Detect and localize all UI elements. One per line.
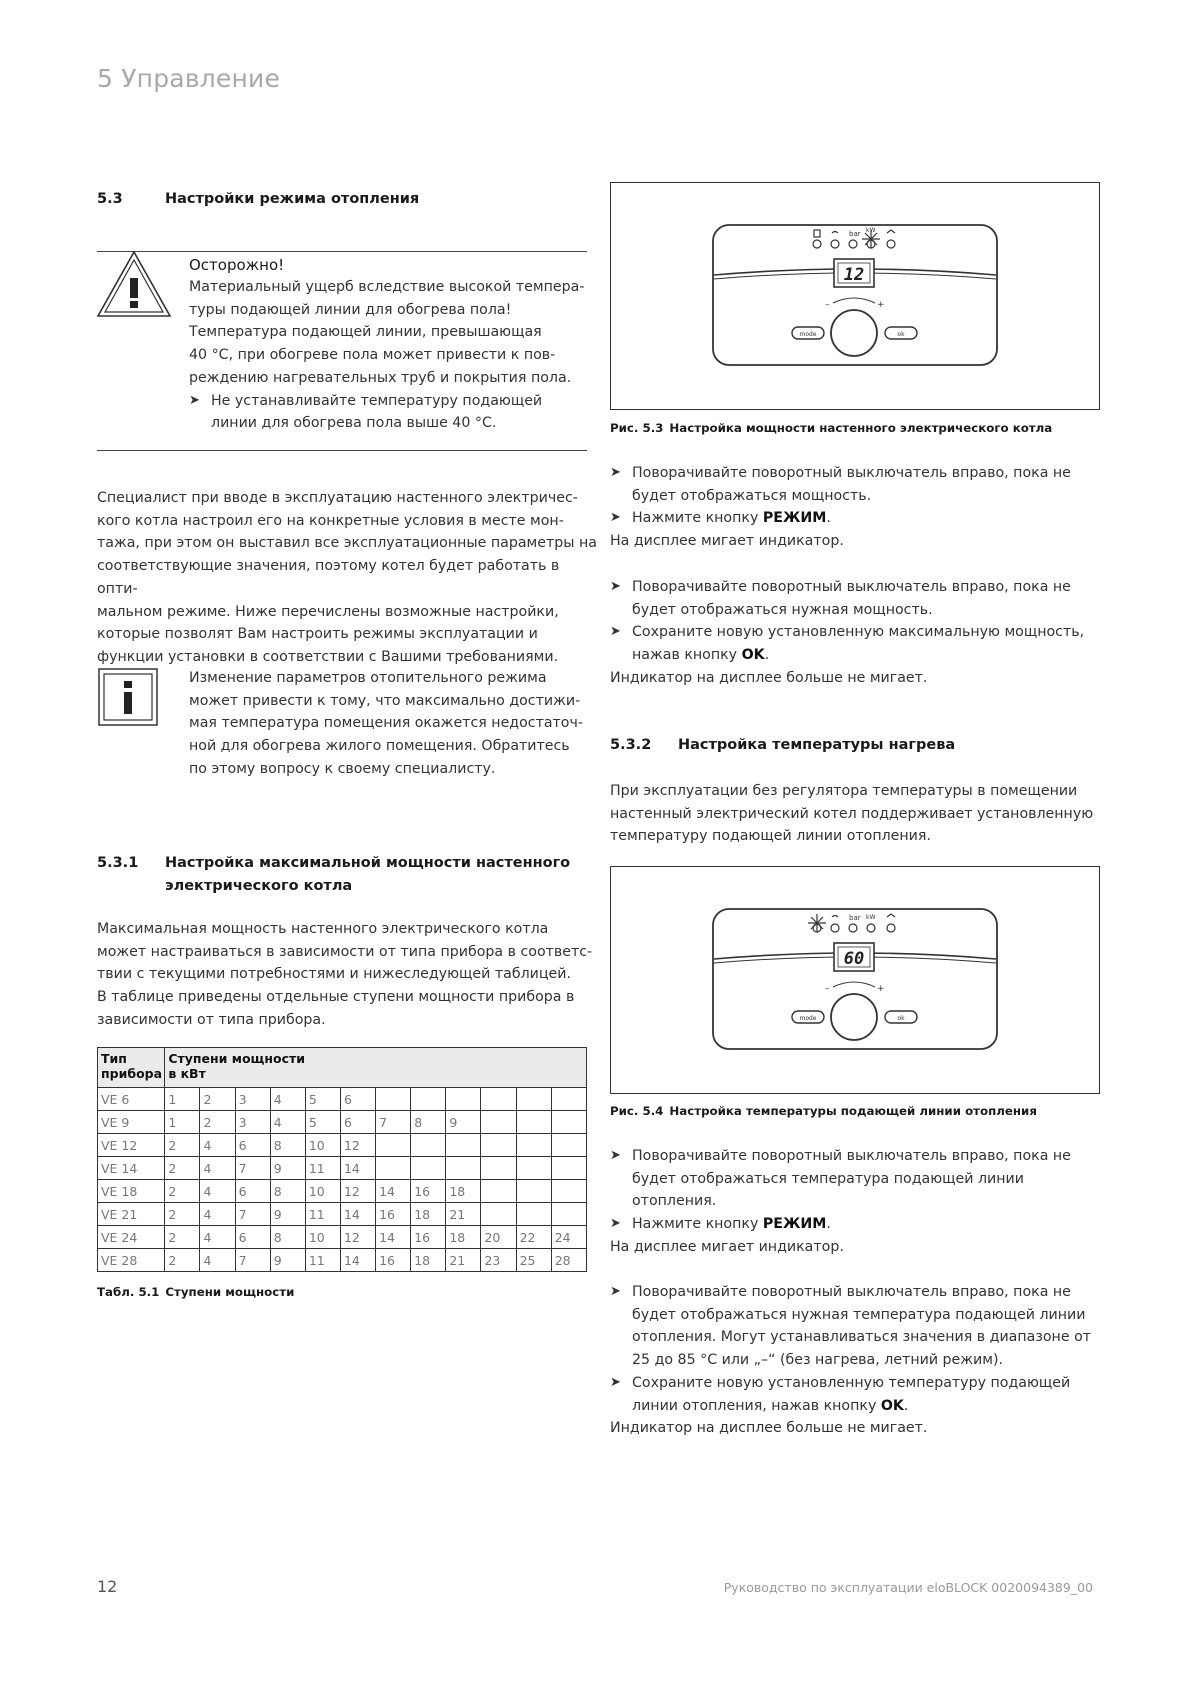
plus-sign: + bbox=[877, 300, 885, 310]
section-title: Настройки режима отопления bbox=[165, 191, 420, 207]
table-caption bbox=[97, 1285, 294, 1299]
caption-text: Настройка мощности настенного электрического котла bbox=[669, 421, 1053, 435]
table-cell-step: 2 bbox=[165, 1134, 200, 1157]
arrow-icon: ➤ bbox=[610, 1216, 621, 1232]
table-cell-step bbox=[516, 1180, 551, 1203]
table-cell-step: 8 bbox=[270, 1226, 305, 1249]
table-cell-step bbox=[551, 1157, 586, 1180]
table-cell-step: 14 bbox=[376, 1226, 411, 1249]
lcd-value: 12 bbox=[843, 265, 865, 285]
table-cell-step: 2 bbox=[200, 1088, 235, 1111]
text-line: функции установки в соответствии с Вашими требованиями. bbox=[97, 648, 559, 665]
table-cell-step bbox=[551, 1180, 586, 1203]
table-cell-step bbox=[446, 1088, 481, 1111]
section-title: Настройка температуры нагрева bbox=[678, 737, 956, 753]
text-line: по этому вопросу к своему специалисту. bbox=[189, 760, 496, 777]
table-header-row bbox=[98, 1048, 587, 1088]
table-cell-step: 7 bbox=[376, 1111, 411, 1134]
control-panel-illustration bbox=[611, 867, 1099, 1093]
caption-label: Табл. 5.1 bbox=[97, 1285, 160, 1299]
result-note: На дисплее мигает индикатор. bbox=[610, 1238, 844, 1255]
table-cell-step: 4 bbox=[200, 1226, 235, 1249]
table-cell-step bbox=[516, 1111, 551, 1134]
caption-label: Рис. 5.3 bbox=[610, 421, 664, 435]
text-line: Максимальная мощность настенного электрического котла bbox=[97, 921, 549, 937]
table-cell-step: 20 bbox=[481, 1226, 516, 1249]
text-line: настенный электрический котел поддерживает установленную bbox=[610, 805, 1094, 822]
table-row bbox=[98, 1203, 587, 1226]
steps-temp-2 bbox=[610, 1281, 1100, 1440]
text-line: соответствующие значения, поэтому котел будет работать в опти- bbox=[97, 558, 560, 597]
kw-label: kW bbox=[866, 914, 876, 921]
table-cell-step: 6 bbox=[235, 1134, 270, 1157]
figure-5-3 bbox=[610, 182, 1100, 410]
table-cell-step bbox=[376, 1088, 411, 1111]
table-cell-model: VE 18 bbox=[98, 1180, 165, 1203]
bar-label: bar bbox=[849, 230, 861, 238]
warning-line: реждению нагревательных труб и покрытия пола. bbox=[189, 369, 572, 386]
ok-key-label: OK bbox=[741, 647, 765, 664]
figure-5-3-caption bbox=[610, 421, 1052, 435]
text-line: мая температура помещения окажется недостаточ- bbox=[189, 715, 583, 732]
text-line: Изменение параметров отопительного режима bbox=[189, 670, 547, 686]
text-line: мальном режиме. Ниже перечислены возможные настройки, bbox=[97, 603, 559, 620]
steps-power-1 bbox=[610, 462, 1100, 553]
table-row bbox=[98, 1134, 587, 1157]
table-cell-step: 18 bbox=[446, 1226, 481, 1249]
table-cell-model: VE 9 bbox=[98, 1111, 165, 1134]
text-line: которые позволят Вам настроить режимы эксплуатации и bbox=[97, 626, 538, 643]
table-cell-step bbox=[376, 1157, 411, 1180]
text-line: может привести к тому, что максимально достижи- bbox=[189, 692, 581, 709]
minus-sign: – bbox=[825, 300, 830, 310]
table-cell-step: 18 bbox=[411, 1203, 446, 1226]
table-cell-step: 9 bbox=[270, 1249, 305, 1272]
arrow-icon: ➤ bbox=[610, 1148, 621, 1163]
text-line: Специалист при вводе в эксплуатацию настенного электричес- bbox=[97, 490, 578, 506]
section-heading-5-3-2 bbox=[610, 737, 955, 753]
arrow-icon: ➤ bbox=[610, 624, 621, 640]
s532-paragraph bbox=[610, 780, 1100, 848]
table-cell-step bbox=[551, 1134, 586, 1157]
table-cell-step: 6 bbox=[340, 1088, 375, 1111]
header-cell-steps: Ступени мощности в кВт bbox=[165, 1048, 587, 1088]
table-cell-step: 28 bbox=[551, 1249, 586, 1272]
lcd-value: 60 bbox=[843, 949, 865, 969]
arrow-icon: ➤ bbox=[610, 1374, 621, 1390]
table-cell-step: 2 bbox=[200, 1111, 235, 1134]
caption-text: Настройка температуры подающей линии отопления bbox=[669, 1104, 1037, 1118]
header-cell-type: Тип прибора bbox=[98, 1048, 165, 1088]
table-cell-step: 23 bbox=[481, 1249, 516, 1272]
table-cell-step: 6 bbox=[235, 1226, 270, 1249]
section-title: Настройка максимальной мощности настенного bbox=[165, 855, 571, 871]
control-panel-illustration bbox=[611, 183, 1099, 409]
section-number: 5.3.1 bbox=[97, 855, 139, 871]
table-cell-step: 14 bbox=[376, 1180, 411, 1203]
arrow-icon: ➤ bbox=[189, 392, 200, 408]
table-cell-step bbox=[516, 1134, 551, 1157]
text-line: кого котла настроил его на конкретные условия в месте мон- bbox=[97, 512, 564, 529]
instruction-item: ➤ Сохраните новую установленную максимальную мощность, нажав кнопку OK. bbox=[610, 621, 1100, 666]
table-cell-step bbox=[446, 1134, 481, 1157]
table-cell-step bbox=[411, 1157, 446, 1180]
text-line: ной для обогрева жилого помещения. Обратитесь bbox=[189, 738, 570, 755]
table-cell-step: 25 bbox=[516, 1249, 551, 1272]
arrow-icon: ➤ bbox=[610, 579, 621, 594]
table-cell-step: 12 bbox=[340, 1134, 375, 1157]
table-cell-step: 9 bbox=[270, 1157, 305, 1180]
figure-5-4-caption bbox=[610, 1104, 1037, 1118]
table-cell-model: VE 28 bbox=[98, 1249, 165, 1272]
table-cell-step bbox=[446, 1157, 481, 1180]
table-cell-step: 18 bbox=[411, 1249, 446, 1272]
table-cell-step: 2 bbox=[165, 1203, 200, 1226]
instruction-item: ➤ Поворачивайте поворотный выключатель вправо, пока не будет отображаться нужная мощность. bbox=[610, 576, 1100, 621]
section-heading-5-3 bbox=[97, 191, 419, 207]
text-line: зависимости от типа прибора. bbox=[97, 1011, 326, 1028]
table-cell-step: 4 bbox=[270, 1111, 305, 1134]
result-note: Индикатор на дисплее больше не мигает. bbox=[610, 669, 928, 686]
instruction-item: ➤ Поворачивайте поворотный выключатель вправо, пока не будет отображаться температура подающей линии отопления. bbox=[610, 1145, 1100, 1213]
table-row bbox=[98, 1088, 587, 1111]
text-line: твии с текущими потребностями и нижеследующей таблицей. bbox=[97, 966, 571, 983]
arrow-icon: ➤ bbox=[610, 1284, 621, 1299]
steps-temp-1 bbox=[610, 1145, 1100, 1259]
table-cell-step: 9 bbox=[270, 1203, 305, 1226]
table-cell-step: 16 bbox=[376, 1203, 411, 1226]
table-cell-step: 2 bbox=[165, 1226, 200, 1249]
table-cell-step bbox=[481, 1180, 516, 1203]
table-cell-step bbox=[376, 1134, 411, 1157]
table-cell-step bbox=[481, 1157, 516, 1180]
section-heading-5-3-1 bbox=[97, 852, 570, 898]
table-cell-step: 12 bbox=[340, 1226, 375, 1249]
warning-bullet: ➤ Не устанавливайте температуру подающей линии для обогрева пола выше 40 °C. bbox=[189, 390, 589, 435]
table-cell-step bbox=[481, 1134, 516, 1157]
instruction-item: ➤ Поворачивайте поворотный выключатель вправо, пока не будет отображаться нужная температура подающей линии отопления. Могут устанавливаться значения в диапазоне от 25 до 85 °C или „–“ (без нагрева, летний режим). bbox=[610, 1281, 1100, 1372]
table-cell-step: 18 bbox=[446, 1180, 481, 1203]
rotary-knob[interactable] bbox=[831, 310, 877, 356]
table-cell-step: 10 bbox=[305, 1134, 340, 1157]
info-icon bbox=[98, 668, 158, 726]
table-cell-step: 24 bbox=[551, 1226, 586, 1249]
table-cell-step: 6 bbox=[340, 1111, 375, 1134]
page-number: 12 bbox=[97, 1577, 118, 1596]
warning-bullet-list bbox=[189, 390, 589, 435]
table-cell-step: 2 bbox=[165, 1180, 200, 1203]
document-reference: Руководство по эксплуатации eloBLOCK 0020094389_00 bbox=[723, 1580, 1093, 1595]
instruction-item: ➤ Нажмите кнопку РЕЖИМ. bbox=[610, 1213, 1100, 1236]
warning-line: 40 °C, при обогреве пола может привести к пов- bbox=[189, 347, 556, 364]
ok-button-label: ok bbox=[897, 1015, 905, 1022]
table-cell-step: 11 bbox=[305, 1249, 340, 1272]
table-cell-step: 3 bbox=[235, 1111, 270, 1134]
table-cell-step: 7 bbox=[235, 1157, 270, 1180]
instruction-item: ➤ Сохраните новую установленную температуру подающей линии отопления, нажав кнопку OK. bbox=[610, 1372, 1100, 1417]
caption-text: Ступени мощности bbox=[165, 1285, 295, 1299]
table-cell-model: VE 6 bbox=[98, 1088, 165, 1111]
info-note bbox=[189, 667, 589, 781]
table-cell-step: 4 bbox=[200, 1249, 235, 1272]
table-cell-step bbox=[481, 1088, 516, 1111]
table-cell-step: 16 bbox=[411, 1180, 446, 1203]
table-cell-step bbox=[516, 1088, 551, 1111]
minus-sign: – bbox=[825, 984, 830, 994]
table-row bbox=[98, 1111, 587, 1134]
section-number: 5.3 bbox=[97, 191, 123, 207]
intro-paragraph bbox=[97, 487, 597, 669]
table-cell-step bbox=[411, 1088, 446, 1111]
table-cell-step bbox=[516, 1157, 551, 1180]
table-cell-step: 2 bbox=[165, 1249, 200, 1272]
table-row bbox=[98, 1226, 587, 1249]
table-cell-step: 11 bbox=[305, 1157, 340, 1180]
table-cell-step bbox=[516, 1203, 551, 1226]
table-cell-step bbox=[551, 1111, 586, 1134]
ok-button-label: ok bbox=[897, 331, 905, 338]
table-cell-model: VE 21 bbox=[98, 1203, 165, 1226]
table-cell-step bbox=[551, 1088, 586, 1111]
table-cell-step: 16 bbox=[376, 1249, 411, 1272]
ok-key-label: OK bbox=[880, 1397, 904, 1414]
section-number: 5.3.2 bbox=[610, 737, 652, 753]
table-cell-step: 4 bbox=[270, 1088, 305, 1111]
table-cell-step: 6 bbox=[235, 1180, 270, 1203]
chapter-title: 5 Управление bbox=[97, 64, 281, 93]
table-cell-step: 8 bbox=[270, 1134, 305, 1157]
table-cell-step: 14 bbox=[340, 1249, 375, 1272]
table-cell-step bbox=[551, 1203, 586, 1226]
figure-5-4 bbox=[610, 866, 1100, 1094]
table-row bbox=[98, 1249, 587, 1272]
table-cell-step: 4 bbox=[200, 1157, 235, 1180]
table-cell-step: 21 bbox=[446, 1203, 481, 1226]
table-row bbox=[98, 1157, 587, 1180]
power-steps-table bbox=[97, 1047, 587, 1272]
text-line: тажа, при этом он выставил все эксплуатационные параметры на bbox=[97, 535, 597, 552]
table-cell-step: 1 bbox=[165, 1111, 200, 1134]
result-note: Индикатор на дисплее больше не мигает. bbox=[610, 1420, 928, 1437]
table-cell-step bbox=[481, 1111, 516, 1134]
table-cell-step: 14 bbox=[340, 1157, 375, 1180]
table-cell-step: 4 bbox=[200, 1134, 235, 1157]
warning-icon bbox=[96, 250, 172, 320]
text-line: температуру подающей линии отопления. bbox=[610, 828, 931, 845]
bar-label: bar bbox=[849, 914, 861, 922]
warning-block bbox=[189, 254, 589, 435]
warning-line: Температура подающей линии, превышающая bbox=[189, 324, 542, 341]
s531-paragraph bbox=[97, 918, 597, 1032]
table-cell-step: 8 bbox=[270, 1180, 305, 1203]
table-cell-model: VE 24 bbox=[98, 1226, 165, 1249]
table-cell-step: 5 bbox=[305, 1088, 340, 1111]
table-cell-step: 1 bbox=[165, 1088, 200, 1111]
table-cell-step: 8 bbox=[411, 1111, 446, 1134]
table-cell-model: VE 12 bbox=[98, 1134, 165, 1157]
table-cell-step: 21 bbox=[446, 1249, 481, 1272]
table-cell-step: 16 bbox=[411, 1226, 446, 1249]
mode-button-label: mode bbox=[799, 1015, 817, 1022]
table-row bbox=[98, 1180, 587, 1203]
instruction-item: ➤ Нажмите кнопку РЕЖИМ. bbox=[610, 507, 1100, 530]
table-cell-step: 10 bbox=[305, 1226, 340, 1249]
table-cell-step: 3 bbox=[235, 1088, 270, 1111]
warning-bottom-rule bbox=[97, 450, 587, 451]
arrow-icon: ➤ bbox=[610, 465, 621, 480]
rotary-knob[interactable] bbox=[831, 994, 877, 1040]
mode-key-label: РЕЖИМ bbox=[762, 1216, 827, 1233]
plus-sign: + bbox=[877, 984, 885, 994]
table-cell-step: 4 bbox=[200, 1203, 235, 1226]
table-cell-step: 4 bbox=[200, 1180, 235, 1203]
table-cell-step: 22 bbox=[516, 1226, 551, 1249]
table-cell-step: 11 bbox=[305, 1203, 340, 1226]
text-line: может настраиваться в зависимости от типа прибора в соответс- bbox=[97, 943, 593, 960]
mode-key-label: РЕЖИМ bbox=[762, 510, 827, 527]
table-cell-step: 7 bbox=[235, 1203, 270, 1226]
text-line: При эксплуатации без регулятора температуры в помещении bbox=[610, 783, 1078, 799]
caption-label: Рис. 5.4 bbox=[610, 1104, 664, 1118]
table-cell-step: 9 bbox=[446, 1111, 481, 1134]
result-note: На дисплее мигает индикатор. bbox=[610, 533, 844, 550]
section-title-cont: электрического котла bbox=[165, 878, 353, 894]
arrow-icon: ➤ bbox=[610, 510, 621, 526]
table-cell-step bbox=[411, 1134, 446, 1157]
table-cell-step: 12 bbox=[340, 1180, 375, 1203]
table-cell-model: VE 14 bbox=[98, 1157, 165, 1180]
mode-button-label: mode bbox=[799, 331, 817, 338]
text-line: В таблице приведены отдельные ступени мощности прибора в bbox=[97, 989, 575, 1006]
table-cell-step: 10 bbox=[305, 1180, 340, 1203]
warning-line: Материальный ущерб вследствие высокой темпера- bbox=[189, 279, 585, 295]
table-cell-step: 5 bbox=[305, 1111, 340, 1134]
table-cell-step: 2 bbox=[165, 1157, 200, 1180]
kw-label: kW bbox=[866, 227, 876, 234]
warning-line: туры подающей линии для обогрева пола! bbox=[189, 301, 512, 318]
table-cell-step bbox=[481, 1203, 516, 1226]
steps-power-2 bbox=[610, 576, 1100, 690]
table-cell-step: 7 bbox=[235, 1249, 270, 1272]
table-cell-step: 14 bbox=[340, 1203, 375, 1226]
warning-title: Осторожно! bbox=[189, 256, 285, 274]
instruction-item: ➤ Поворачивайте поворотный выключатель вправо, пока не будет отображаться мощность. bbox=[610, 462, 1100, 507]
